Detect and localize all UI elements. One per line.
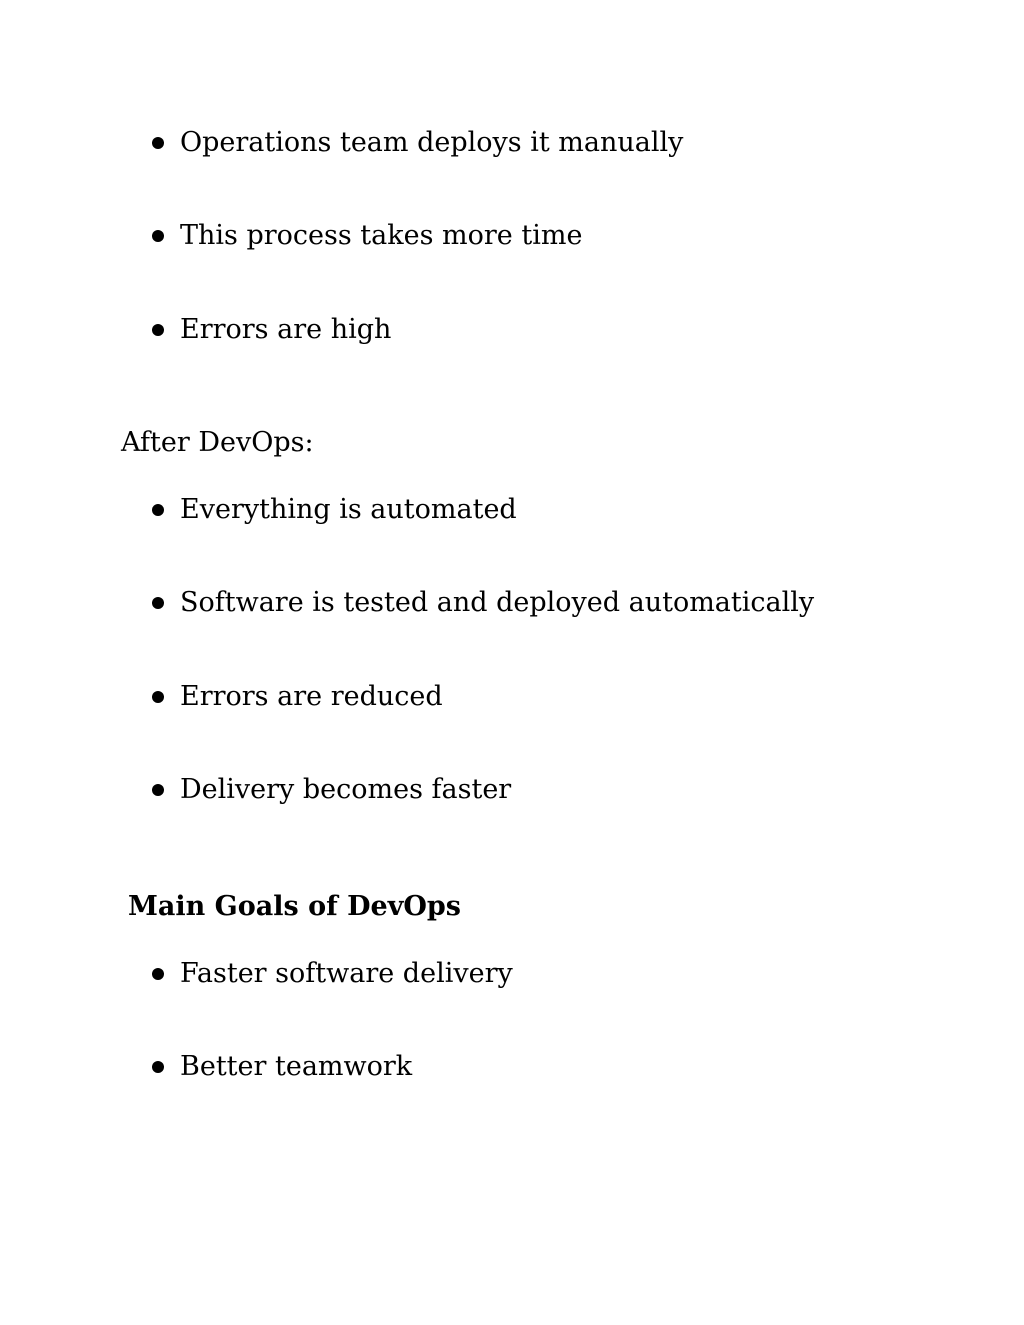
list-item-text: Delivery becomes faster bbox=[180, 774, 512, 805]
list-item bbox=[152, 123, 683, 163]
bullet-icon bbox=[152, 968, 164, 980]
bullet-icon bbox=[152, 784, 164, 796]
bullet-icon bbox=[152, 230, 164, 242]
list-item-text: Operations team deploys it manually bbox=[180, 127, 684, 158]
list-item-text: Faster software delivery bbox=[180, 958, 513, 989]
bullet-icon bbox=[152, 597, 164, 609]
list-item bbox=[152, 310, 391, 350]
list-item bbox=[152, 954, 513, 994]
list-item-text: Better teamwork bbox=[180, 1051, 413, 1082]
list-item bbox=[152, 1047, 412, 1087]
list-item-text: Errors are high bbox=[180, 314, 392, 345]
list-item-text: Errors are reduced bbox=[180, 681, 443, 712]
list-item bbox=[152, 216, 582, 256]
bullet-icon bbox=[152, 324, 164, 336]
list-item bbox=[152, 490, 517, 530]
section-heading: Main Goals of DevOps bbox=[128, 891, 461, 922]
list-item bbox=[152, 770, 511, 810]
list-item bbox=[152, 583, 814, 623]
bullet-icon bbox=[152, 137, 164, 149]
list-item bbox=[152, 677, 443, 717]
after-devops-label: After DevOps: bbox=[121, 427, 314, 458]
bullet-icon bbox=[152, 1061, 164, 1073]
list-item-text: Everything is automated bbox=[180, 494, 517, 525]
bullet-icon bbox=[152, 691, 164, 703]
list-item-text: This process takes more time bbox=[180, 220, 583, 251]
list-item-text: Software is tested and deployed automatically bbox=[180, 587, 815, 618]
bullet-icon bbox=[152, 504, 164, 516]
